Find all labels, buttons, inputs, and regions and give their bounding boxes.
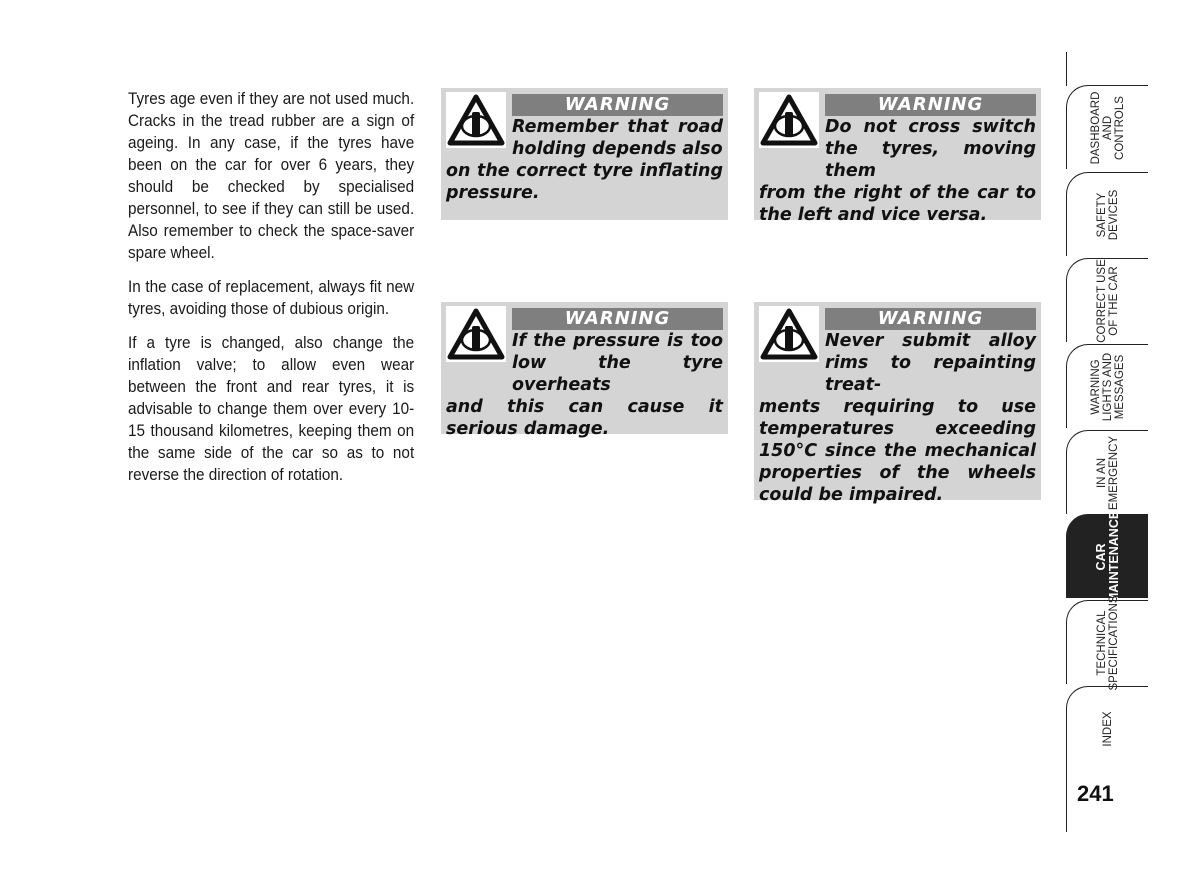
warning-triangle-icon [446,306,506,362]
sidebar-rule-top [1066,52,1067,86]
tab-label: TECHNICAL SPECIFICATIONS [1095,595,1120,690]
tab-label: INDEX [1101,710,1114,747]
warning-box-cross-switch [754,88,1041,225]
warning-rest-text: from the right of the car to the left and vice versa. [759,183,1036,225]
warning-title: WARNING [512,94,723,116]
warning-lead-text: If the pressure is too low the tyre overheats [512,331,723,395]
warning-lead-text: Never submit alloy rims to repainting treat- [825,331,1036,395]
tab-in-an-emergency[interactable] [1066,430,1148,514]
warning-rest-text: ments requiring to use temperatures exceeding 150°C since the mechanical properties of the wheels could be impaired. [759,397,1036,505]
warning-title: WARNING [825,308,1036,330]
tab-dashboard-and-controls[interactable] [1066,85,1148,169]
chapter-sidebar [1066,52,1150,832]
warning-title: WARNING [825,94,1036,116]
warning-triangle-icon [759,306,819,362]
sidebar-rule-bottom [1066,768,1067,832]
warning-lead-text: Do not cross switch the tyres, moving them [825,117,1036,181]
warning-box-alloy-rims [754,302,1041,505]
tab-warning-lights[interactable] [1066,344,1148,428]
paragraph-valve-rotation: If a tyre is changed, also change the inflation valve; to allow even wear between the front and rear tyres, it is advisable to change them over every 10-15 thousand kilometres, keeping them on the same side of the car so as to not reverse the direction of rotation. [128,333,415,484]
warning-lead-text: Remember that road holding depends also [512,117,723,159]
warning-triangle-icon [759,92,819,148]
warning-title: WARNING [512,308,723,330]
warning-rest-text: on the correct tyre inflating pressure. [446,161,723,203]
warning-box-pressure-low [441,302,728,439]
body-text-column [128,88,415,498]
tab-safety-devices[interactable] [1066,172,1148,256]
tab-correct-use[interactable] [1066,258,1148,342]
tab-label: SAFETY DEVICES [1095,189,1120,240]
tab-index[interactable] [1066,686,1148,770]
tab-label: DASHBOARD AND CONTROLS [1089,91,1126,164]
paragraph-replacement: In the case of replacement, always fit new tyres, avoiding those of dubious origin. [128,277,415,318]
tab-technical-specifications[interactable] [1066,595,1148,690]
tab-car-maintenance[interactable] [1066,510,1148,603]
tab-label: CAR MAINTENANCE [1093,510,1121,603]
warning-triangle-icon [446,92,506,148]
tab-label: IN AN EMERGENCY [1095,435,1120,510]
tab-label: WARNING LIGHTS AND MESSAGES [1089,352,1126,421]
warning-box-road-holding [441,88,728,220]
warning-rest-text: and this can cause it serious damage. [446,397,723,439]
tab-label: CORRECT USE OF THE CAR [1095,258,1120,343]
page-number: 241 [1077,781,1114,806]
paragraph-tyre-ageing: Tyres age even if they are not used much. Cracks in the tread rubber are a sign of ageing. In any case, if the tyres have been on the car for over 6 years, they should be checked by specialised personnel, to see if they can still be used. Also remember to check the space-saver spare wheel. [128,89,415,262]
